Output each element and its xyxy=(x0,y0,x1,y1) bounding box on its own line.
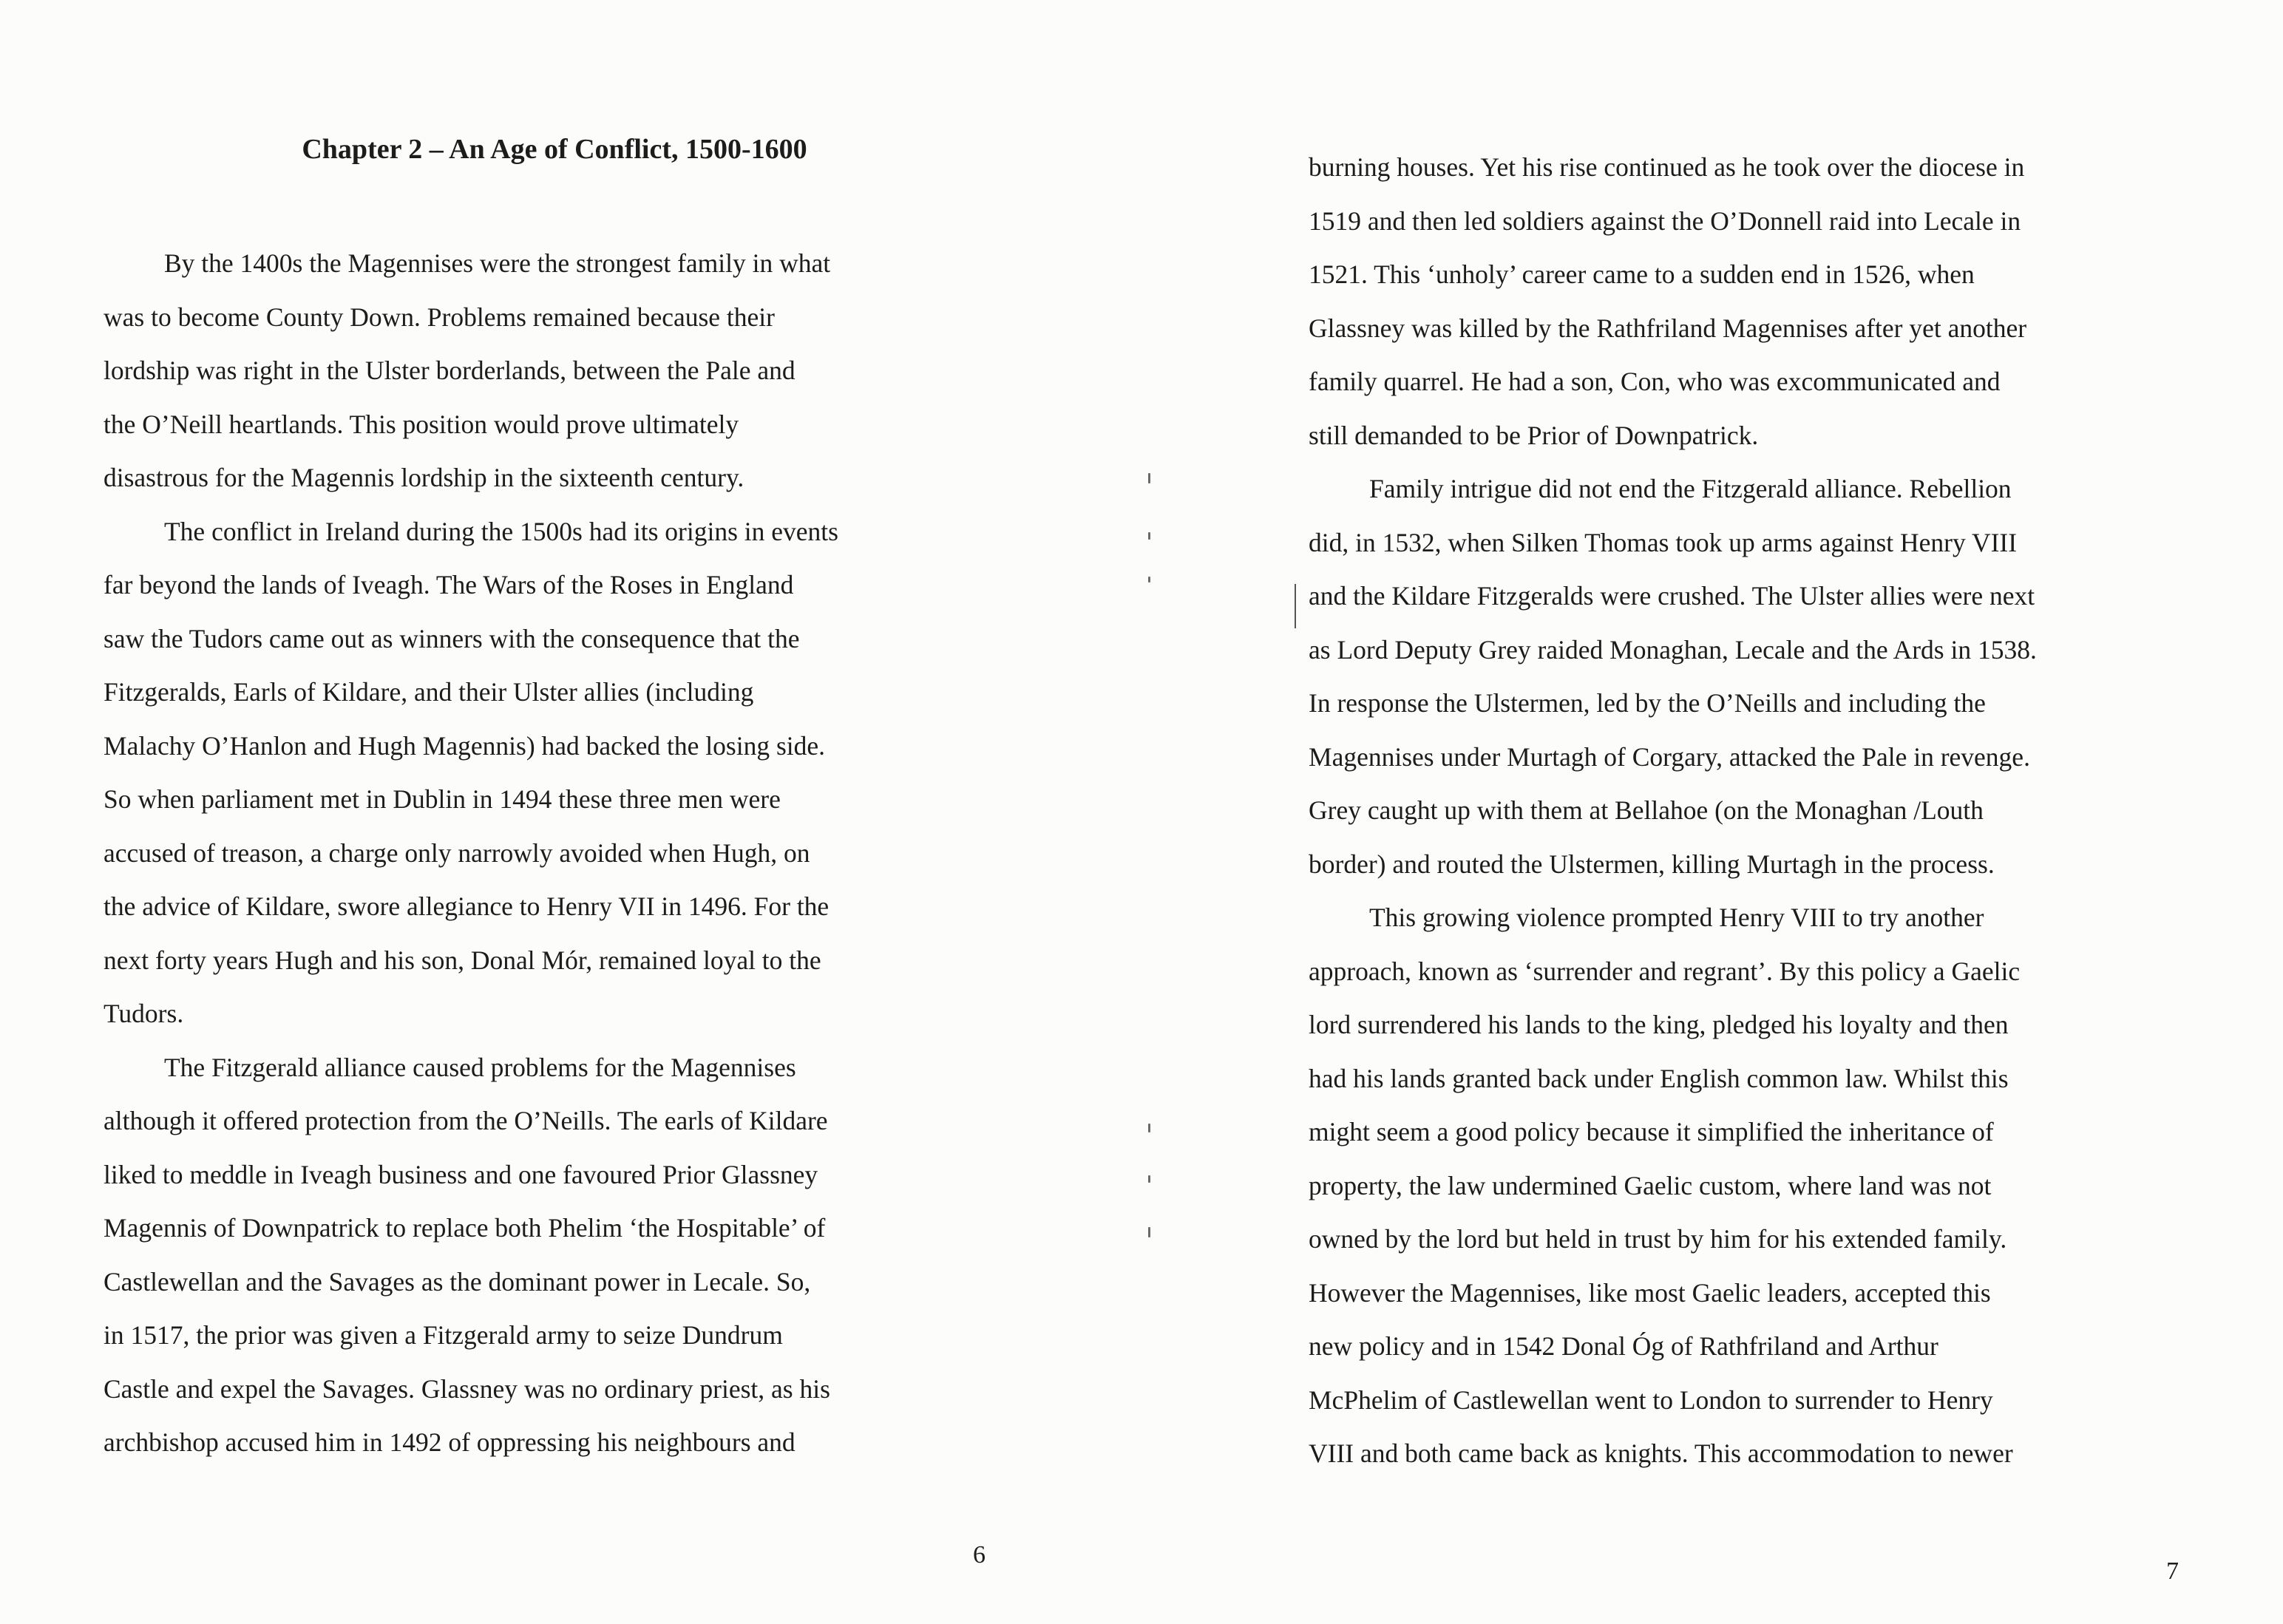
text-line: next forty years Hugh and his son, Donal Mór, remained loyal to the xyxy=(104,945,821,975)
text-line: This growing violence prompted Henry VIII to try another xyxy=(1369,903,1984,932)
left-page-body xyxy=(104,237,1005,1470)
text-line: Magennis of Downpatrick to replace both Phelim ‘the Hospitable’ of xyxy=(104,1213,826,1243)
text-line: Grey caught up with them at Bellahoe (on the Monaghan /Louth xyxy=(1309,795,1984,825)
text-line: accused of treason, a charge only narrowly avoided when Hugh, on xyxy=(104,838,810,868)
text-line: The Fitzgerald alliance caused problems for the Magennises xyxy=(164,1052,796,1082)
right-page xyxy=(1142,0,2283,1624)
text-line: The conflict in Ireland during the 1500s had its origins in events xyxy=(164,516,838,546)
text-line: as Lord Deputy Grey raided Monaghan, Lecale and the Ards in 1538. xyxy=(1309,634,2037,665)
text-line: might seem a good policy because it simplified the inheritance of xyxy=(1309,1117,1994,1146)
page-number-right: 7 xyxy=(2166,1557,2179,1585)
text-line: Glassney was killed by the Rathfriland Magennises after yet another xyxy=(1309,313,2027,343)
text-line: property, the law undermined Gaelic custom, where land was not xyxy=(1309,1170,1992,1200)
text-line: although it offered protection from the O’Neills. The earls of Kildare xyxy=(104,1106,828,1135)
text-line: Castlewellan and the Savages as the dominant power in Lecale. So, xyxy=(104,1266,811,1297)
text-line: lordship was right in the Ulster borderlands, between the Pale and xyxy=(104,356,796,385)
text-line: However the Magennises, like most Gaelic leaders, accepted this xyxy=(1309,1277,1991,1308)
page-number-left: 6 xyxy=(973,1541,986,1569)
text-line: Family intrigue did not end the Fitzgerald alliance. Rebellion xyxy=(1369,474,2012,503)
text-line: So when parliament met in Dublin in 1494 these three men were xyxy=(104,784,781,814)
text-line: McPhelim of Castlewellan went to London to surrender to Henry xyxy=(1309,1385,1993,1415)
right-page-body xyxy=(1309,140,2211,1481)
text-line: Fitzgeralds, Earls of Kildare, and their Ulster allies (including xyxy=(104,677,754,707)
text-line: Tudors. xyxy=(104,999,184,1028)
text-line: family quarrel. He had a son, Con, who was excommunicated and xyxy=(1309,367,2001,396)
text-line: the advice of Kildare, swore allegiance to Henry VII in 1496. For the xyxy=(104,891,830,921)
text-line: In response the Ulstermen, led by the O’Neills and including the xyxy=(1309,688,1986,718)
text-line: still demanded to be Prior of Downpatrick. xyxy=(1309,420,1759,450)
chapter-title: Chapter 2 – An Age of Conflict, 1500-1600 xyxy=(302,134,807,165)
text-line: Castle and expel the Savages. Glassney was no ordinary priest, as his xyxy=(104,1373,830,1404)
text-line: 1519 and then led soldiers against the O’Donnell raid into Lecale in xyxy=(1309,205,2021,236)
text-line: VIII and both came back as knights. This accommodation to newer xyxy=(1309,1438,2013,1468)
text-line: the O’Neill heartlands. This position would prove ultimately xyxy=(104,409,739,439)
text-line: archbishop accused him in 1492 of oppressing his neighbours and xyxy=(104,1427,796,1457)
text-line: border) and routed the Ulstermen, killing Murtagh in the process. xyxy=(1309,849,1995,879)
text-line: By the 1400s the Magennises were the strongest family in what xyxy=(164,248,831,278)
text-line: far beyond the lands of Iveagh. The Wars of the Roses in England xyxy=(104,570,794,599)
text-line: liked to meddle in Iveagh business and one favoured Prior Glassney xyxy=(104,1159,818,1189)
margin-mark xyxy=(1295,584,1296,628)
text-line: was to become County Down. Problems remained because their xyxy=(104,302,775,332)
text-line: in 1517, the prior was given a Fitzgerald army to seize Dundrum xyxy=(104,1320,783,1350)
text-line: and the Kildare Fitzgeralds were crushed. The Ulster allies were next xyxy=(1309,581,2035,611)
text-line: did, in 1532, when Silken Thomas took up arms against Henry VIII xyxy=(1309,527,2018,557)
text-line: disastrous for the Magennis lordship in the sixteenth century. xyxy=(104,463,744,492)
text-line: saw the Tudors came out as winners with the consequence that the xyxy=(104,623,800,653)
text-line: approach, known as ‘surrender and regrant’. By this policy a Gaelic xyxy=(1309,956,2021,986)
text-line: owned by the lord but held in trust by him for his extended family. xyxy=(1309,1224,2007,1254)
text-line: new policy and in 1542 Donal Óg of Rathfriland and Arthur xyxy=(1309,1331,1938,1361)
text-line: burning houses. Yet his rise continued as he took over the diocese in xyxy=(1309,152,2025,182)
text-line: Malachy O’Hanlon and Hugh Magennis) had backed the losing side. xyxy=(104,730,826,761)
text-line: 1521. This ‘unholy’ career came to a sudden end in 1526, when xyxy=(1309,259,1975,289)
text-line: had his lands granted back under English common law. Whilst this xyxy=(1309,1063,2009,1093)
text-line: lord surrendered his lands to the king, pledged his loyalty and then xyxy=(1309,1010,2009,1039)
text-line: Magennises under Murtagh of Corgary, attacked the Pale in revenge. xyxy=(1309,741,2030,772)
